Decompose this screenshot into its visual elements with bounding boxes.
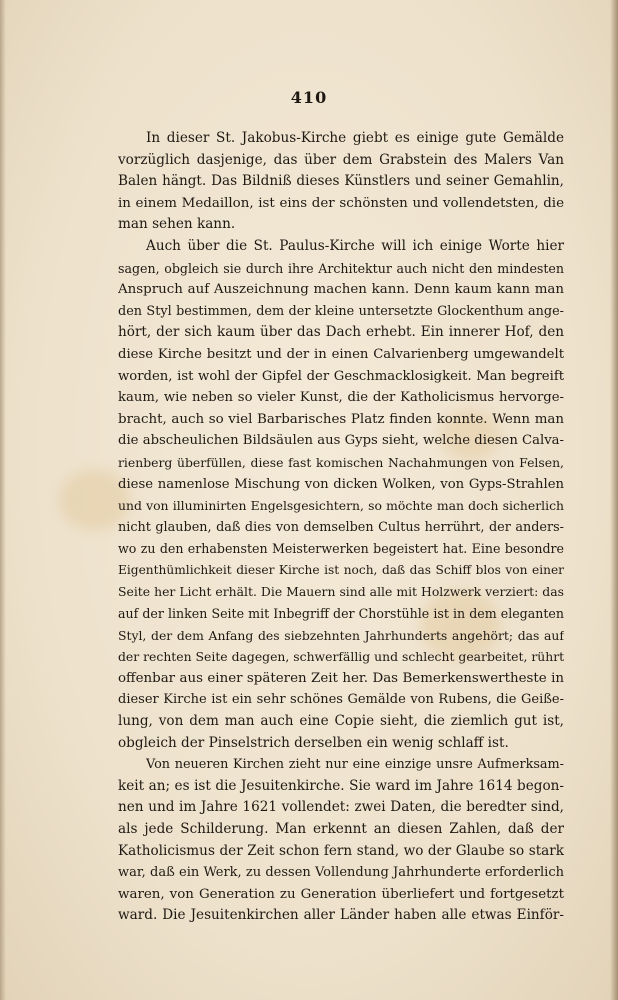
text-line: wo zu den erhabensten Meisterwerken begeistert hat. Eine besondre (118, 541, 564, 557)
text-line: lung, von dem man auch eine Copie sieht, die ziemlich gut ist, (118, 713, 564, 730)
text-line: auf der linken Seite mit Inbegriff der Chorstühle ist in dem eleganten (118, 606, 564, 622)
text-line: hört, der sich kaum über das Dach erhebt. Ein innerer Hof, den (118, 324, 564, 341)
text-line: diese namenlose Mischung von dicken Wolken, von Gyps-Strahlen (118, 476, 564, 492)
body-text (118, 128, 564, 927)
text-line: die abscheulichen Bildsäulen aus Gyps sieht, welche diesen Calva- (118, 433, 564, 449)
text-line: Seite her Licht erhält. Die Mauern sind alle mit Holzwerk verziert: das (118, 584, 564, 600)
text-line: und von illuminirten Engelsgesichtern, so möchte man doch sicherlich (118, 498, 564, 514)
text-line: Auch über die St. Paulus-Kirche will ich einige Worte hier (146, 237, 564, 254)
text-line: der rechten Seite dagegen, schwerfällig und schlecht gearbeitet, rührt (118, 649, 564, 665)
text-line: dieser Kirche ist ein sehr schönes Gemälde von Rubens, die Geiße- (118, 692, 564, 708)
text-line: sagen, obgleich sie durch ihre Architektur auch nicht den mindesten (118, 260, 564, 276)
text-line: Katholicismus der Zeit schon fern stand, wo der Glaube so stark (118, 842, 564, 859)
page-edge-right (610, 0, 618, 1000)
text-line: vorzüglich dasjenige, das über dem Grabstein des Malers Van (118, 151, 564, 168)
page-number: 410 (290, 88, 328, 107)
text-line: ward. Die Jesuitenkirchen aller Länder haben alle etwas Einför- (118, 907, 564, 924)
text-line: als jede Schilderung. Man erkennt an diesen Zahlen, daß der (118, 821, 564, 837)
text-line: rienberg überfüllen, diese fast komischen Nachahmungen von Felsen, (118, 454, 564, 470)
text-line: waren, von Generation zu Generation überliefert und fortgesetzt (118, 886, 564, 902)
paragraph (118, 236, 564, 754)
paragraph (118, 128, 564, 236)
paragraph (118, 754, 564, 927)
text-line: Anspruch auf Auszeichnung machen kann. Denn kaum kann man (118, 282, 564, 298)
text-line: bracht, auch so viel Barbarisches Platz finden konnte. Wenn man (118, 411, 564, 427)
text-line: man sehen kann. (118, 216, 236, 233)
text-line: in einem Medaillon, ist eins der schönsten und vollendetsten, die (118, 195, 564, 211)
text-line: war, daß ein Werk, zu dessen Vollendung Jahrhunderte erforderlich (118, 865, 564, 881)
text-line: worden, ist wohl der Gipfel der Geschmacklosigkeit. Man begreift (118, 368, 564, 384)
text-line: nen und im Jahre 1621 vollendet: zwei Daten, die beredter sind, (118, 799, 564, 816)
text-line: In dieser St. Jakobus-Kirche giebt es einige gute Gemälde (146, 130, 564, 146)
page-edge-left (0, 0, 6, 1000)
text-line: obgleich der Pinselstrich derselben ein wenig schlaff ist. (118, 734, 509, 751)
text-line: keit an; es ist die Jesuitenkirche. Sie ward im Jahre 1614 begon- (118, 777, 564, 794)
text-line: Styl, der dem Anfang des siebzehnten Jahrhunderts angehört; das auf (118, 627, 564, 643)
text-line: Von neueren Kirchen zieht nur eine einzige unsre Aufmerksam- (146, 757, 564, 773)
text-line: Eigenthümlichkeit dieser Kirche ist noch, daß das Schiff blos von einer (118, 562, 564, 577)
text-line: nicht glauben, daß dies von demselben Cultus herrührt, der anders- (118, 519, 564, 535)
text-line: den Styl bestimmen, dem der kleine untersetzte Glockenthum ange- (118, 303, 564, 319)
text-line: kaum, wie neben so vieler Kunst, die der Katholicismus hervorge- (118, 390, 564, 406)
text-line: offenbar aus einer späteren Zeit her. Das Bemerkenswertheste in (118, 670, 564, 686)
text-line: Balen hängt. Das Bildniß dieses Künstlers und seiner Gemahlin, (118, 173, 564, 190)
text-line: diese Kirche besitzt und der in einen Calvarienberg umgewandelt (118, 346, 564, 362)
